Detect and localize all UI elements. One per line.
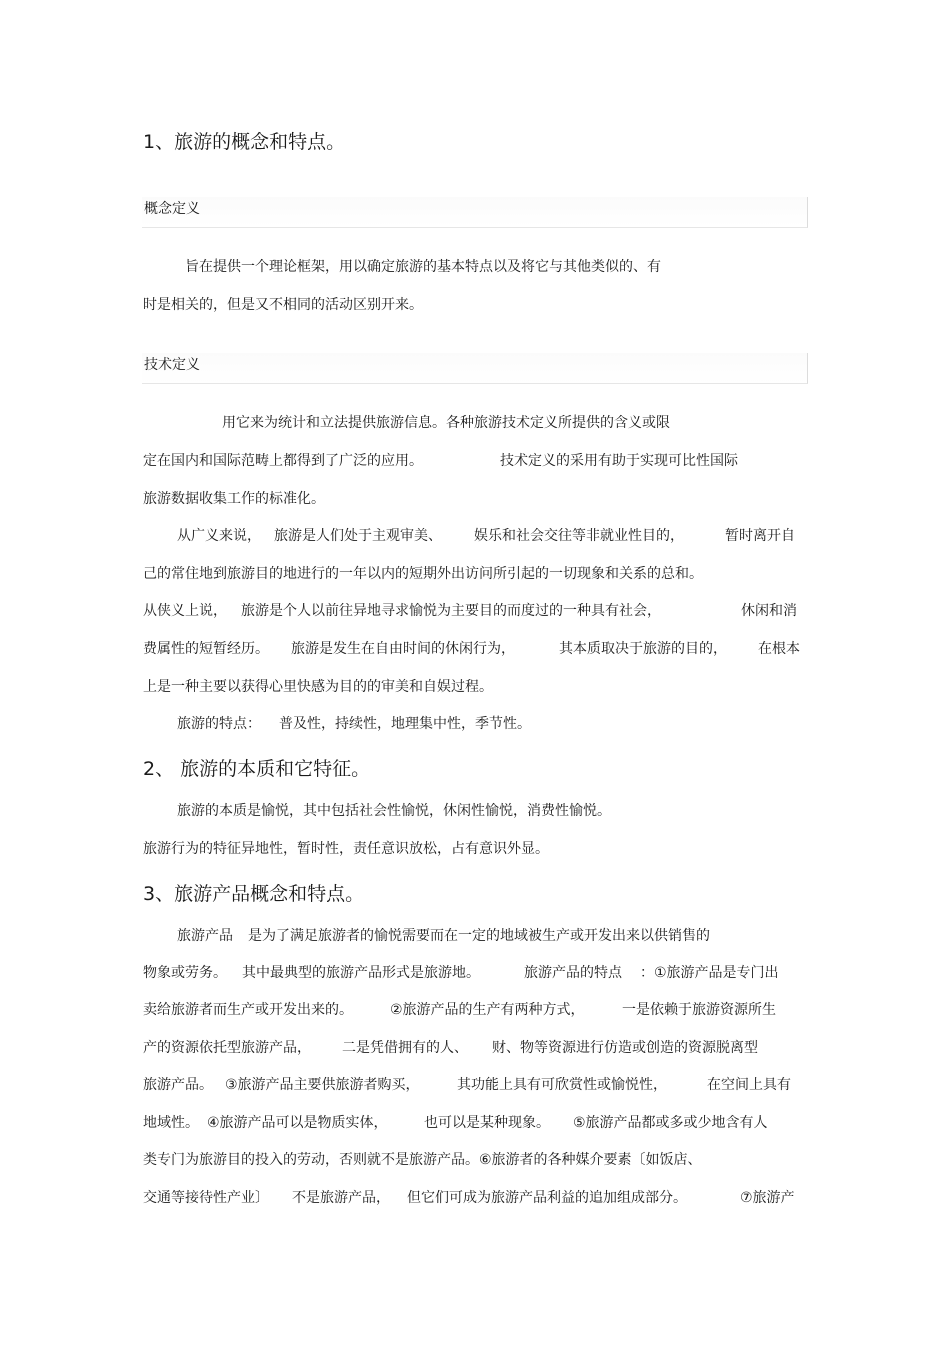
text-line: ：①旅游产品是专门出 [640,965,779,981]
text-line: 定在国内和国际范畴上都得到了广泛的应用。 [143,453,423,469]
text-line: 用它来为统计和立法提供旅游信息。各种旅游技术定义所提供的含义或限 [222,415,670,431]
text-line: 卖给旅游者而生产或开发出来的。 [143,1002,353,1018]
section-3-heading: 3、旅游产品概念和特点。 [143,883,365,905]
text-line: 一是依赖于旅游资源所生 [622,1002,776,1018]
text-line: 在根本 [758,641,800,657]
text-line: 旅游产品 [177,928,233,944]
technical-definition-box [142,353,808,384]
text-line: 普及性，持续性，地理集中性，季节性。 [279,716,531,732]
text-line: 产的资源依托型旅游产品， [143,1040,311,1056]
section-2-heading: 2、 旅游的本质和它特征。 [143,758,371,780]
text-line: 旅游数据收集工作的标准化。 [143,491,325,507]
text-line: 己的常住地到旅游目的地进行的一年以内的短期外出访问所引起的一切现象和关系的总和。 [143,566,703,582]
text-line: ⑦旅游产 [740,1190,795,1206]
text-line: 娱乐和社会交往等非就业性目的， [474,528,684,544]
text-line: 暂时离开自 [725,528,795,544]
text-line: 旅游产品的特点 [524,965,622,981]
text-line: 技术定义的采用有助于实现可比性国际 [500,453,738,469]
text-line: 上是一种主要以获得心里快感为目的的审美和自娱过程。 [143,679,493,695]
text-line: 旅游的本质是愉悦，其中包括社会性愉悦，休闲性愉悦，消费性愉悦。 [177,803,611,819]
text-line: 也可以是某种现象。 [424,1115,550,1131]
concept-definition-label: 概念定义 [144,201,200,217]
technical-definition-label: 技术定义 [144,357,200,373]
text-line: 物象或劳务。 [143,965,227,981]
text-line: 旅游产品。 [143,1077,213,1093]
text-line: 旅游是人们处于主观审美、 [274,528,442,544]
text-line: 交通等接待性产业〕 [143,1190,269,1206]
text-line: 旅游是发生在自由时间的休闲行为， [291,641,515,657]
text-line: 其中最典型的旅游产品形式是旅游地。 [242,965,480,981]
text-line: 财、物等资源进行仿造或创造的资源脱离型 [492,1040,758,1056]
text-line: 旅游是个人以前往异地寻求愉悦为主要目的而度过的一种具有社会， [241,603,661,619]
text-line: 是为了满足旅游者的愉悦需要而在一定的地域被生产或开发出来以供销售的 [248,928,710,944]
text-line: 在空间上具有 [707,1077,791,1093]
text-line: 费属性的短暂经历。 [143,641,269,657]
text-line: 不是旅游产品， [292,1190,390,1206]
text-line: ②旅游产品的生产有两种方式， [390,1002,585,1018]
concept-definition-box [142,197,808,228]
text-line: 旅游行为的特征异地性，暂时性，责任意识放松，占有意识外显。 [143,841,549,857]
text-line: 旅游的特点： [177,716,261,732]
text-line: 其本质取决于旅游的目的， [559,641,727,657]
text-line: 旨在提供一个理论框架，用以确定旅游的基本特点以及将它与其他类似的、有 [185,259,661,275]
text-line: 休闲和消 [741,603,797,619]
text-line: 从广义来说， [177,528,261,544]
text-line: 其功能上具有可欣赏性或愉悦性， [457,1077,667,1093]
text-line: 地域性。 [143,1115,199,1131]
text-line: 类专门为旅游目的投入的劳动，否则就不是旅游产品。⑥旅游者的各种媒介要素〔如饭店、 [143,1152,702,1168]
text-line: 但它们可成为旅游产品利益的追加组成部分。 [407,1190,687,1206]
text-line: ④旅游产品可以是物质实体， [207,1115,388,1131]
text-line: 从侠义上说， [143,603,227,619]
text-line: ⑤旅游产品都或多或少地含有人 [573,1115,768,1131]
text-line: ③旅游产品主要供旅游者购买， [225,1077,420,1093]
text-line: 二是凭借拥有的人、 [342,1040,468,1056]
section-1-heading: 1、旅游的概念和特点。 [143,131,346,153]
text-line: 时是相关的，但是又不相同的活动区别开来。 [143,297,423,313]
